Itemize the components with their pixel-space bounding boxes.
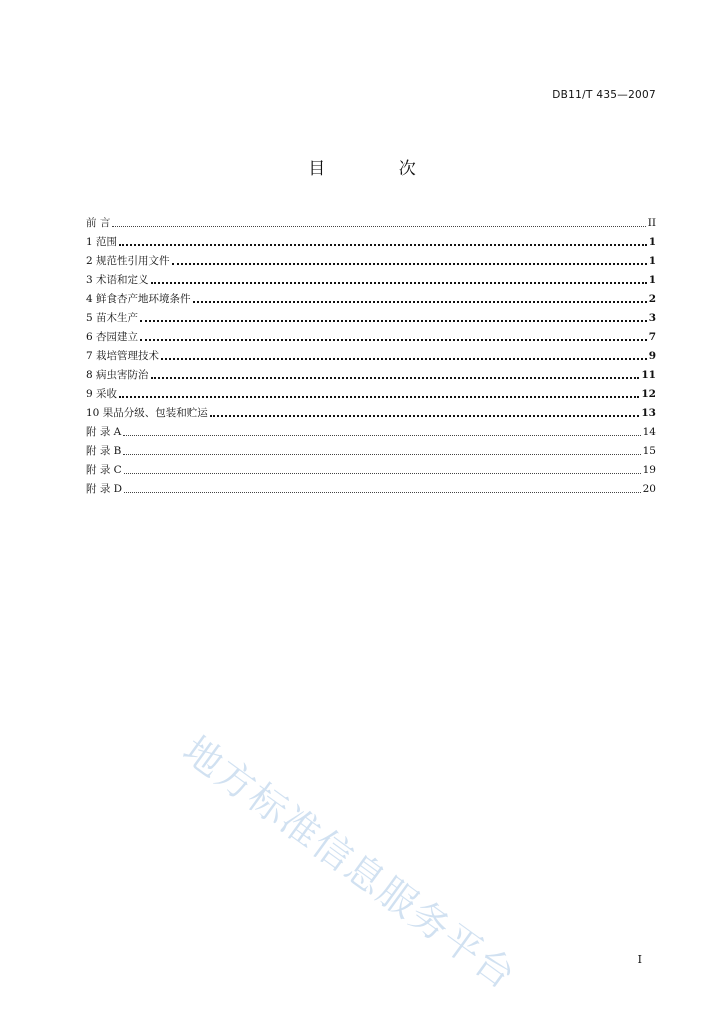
toc-entry-label: 1 范围 xyxy=(86,236,118,248)
toc-entry-label: 3 术语和定义 xyxy=(86,274,149,286)
toc-entry[interactable] xyxy=(86,325,656,344)
toc-entry-page: 19 xyxy=(642,464,656,476)
toc-entry[interactable] xyxy=(86,382,656,401)
toc-entry[interactable] xyxy=(86,439,656,458)
toc-entry-label: 7 栽培管理技术 xyxy=(86,350,160,362)
toc-entry-page: 12 xyxy=(641,388,656,400)
toc-entry-page: 1 xyxy=(648,255,656,267)
toc-entry-label: 5 苗木生产 xyxy=(86,312,139,324)
toc-entry[interactable] xyxy=(86,268,656,287)
toc-entry-label: 前 言 xyxy=(86,217,111,229)
toc-entry[interactable] xyxy=(86,420,656,439)
toc-leader-dots xyxy=(123,453,640,455)
toc-entry-page: 1 xyxy=(648,236,656,248)
toc-entry-page: II xyxy=(647,217,656,229)
toc-leader-dots xyxy=(124,472,641,474)
toc-leader-dots xyxy=(112,225,645,227)
toc-entry-page: 15 xyxy=(642,445,656,457)
toc-entry[interactable] xyxy=(86,401,656,420)
toc-entry[interactable] xyxy=(86,477,656,496)
toc-leader-dots xyxy=(151,376,640,379)
toc-entry-page: 13 xyxy=(641,407,656,419)
toc-entry-page: 9 xyxy=(648,350,656,362)
toc-leader-dots xyxy=(123,434,640,436)
toc-entry-label: 附 录 C xyxy=(86,464,122,476)
toc-leader-dots xyxy=(119,243,647,246)
standard-code: DB11/T 435—2007 xyxy=(552,89,656,101)
toc-entry-label: 附 录 B xyxy=(86,445,122,457)
page-number: I xyxy=(637,953,642,966)
toc-entry-label: 9 采收 xyxy=(86,388,118,400)
toc-entry[interactable] xyxy=(86,458,656,477)
toc-entry-label: 10 果品分级、包装和贮运 xyxy=(86,407,208,419)
toc-entry-page: 3 xyxy=(648,312,656,324)
toc-entry-page: 14 xyxy=(642,426,656,438)
table-of-contents xyxy=(86,211,656,496)
toc-entry-page: 1 xyxy=(648,274,656,286)
toc-leader-dots xyxy=(161,357,647,360)
toc-leader-dots xyxy=(210,414,640,417)
toc-entry-label: 8 病虫害防治 xyxy=(86,369,149,381)
toc-entry-page: 2 xyxy=(648,293,656,305)
toc-entry[interactable] xyxy=(86,249,656,268)
toc-entry[interactable] xyxy=(86,306,656,325)
toc-entry[interactable] xyxy=(86,363,656,382)
toc-leader-dots xyxy=(140,319,647,322)
toc-entry-label: 6 杏园建立 xyxy=(86,331,139,343)
toc-entry-page: 20 xyxy=(642,483,656,495)
toc-entry[interactable] xyxy=(86,344,656,363)
toc-leader-dots xyxy=(151,281,647,284)
toc-leader-dots xyxy=(172,262,647,265)
toc-entry[interactable] xyxy=(86,211,656,230)
toc-leader-dots xyxy=(193,300,647,303)
toc-entry-label: 附 录 D xyxy=(86,483,123,495)
toc-leader-dots xyxy=(119,395,639,398)
toc-title: 目 次 xyxy=(308,159,450,179)
toc-entry[interactable] xyxy=(86,230,656,249)
toc-entry-label: 4 鲜食杏产地环境条件 xyxy=(86,293,191,305)
watermark: 地方标准信息服务平台 xyxy=(175,727,525,999)
toc-entry-label: 附 录 A xyxy=(86,426,122,438)
toc-entry-page: 7 xyxy=(648,331,656,343)
toc-entry[interactable] xyxy=(86,287,656,306)
toc-entry-page: 11 xyxy=(641,369,656,381)
toc-leader-dots xyxy=(140,338,647,341)
toc-entry-label: 2 规范性引用文件 xyxy=(86,255,170,267)
toc-leader-dots xyxy=(124,491,641,493)
